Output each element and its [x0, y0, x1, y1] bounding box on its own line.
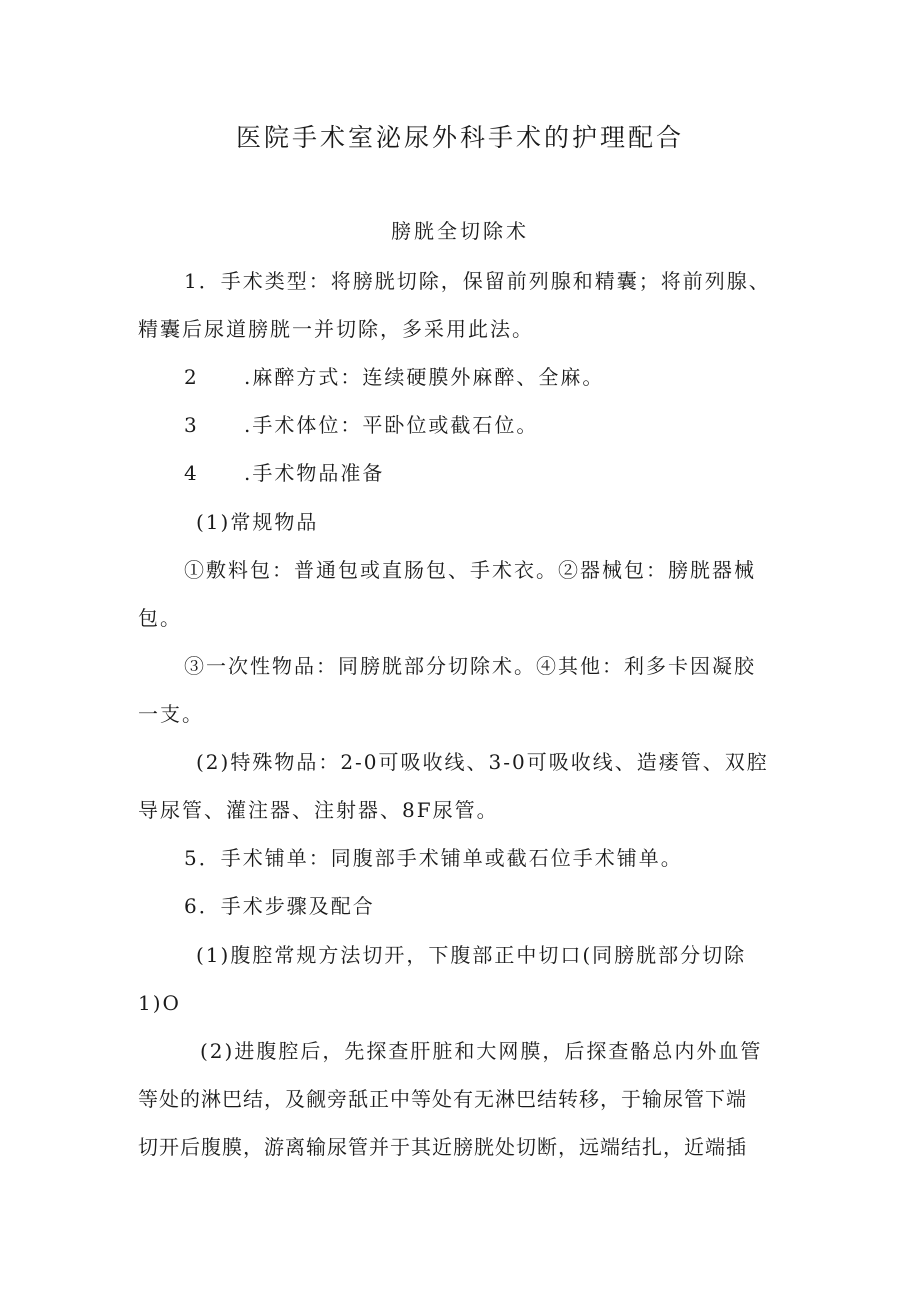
text-line: 包。 — [138, 606, 182, 630]
text-line: .手术体位：平卧位或截石位。 — [244, 413, 539, 437]
text-line: (1)常规物品 — [196, 510, 319, 534]
text-line: 精囊后尿道膀胱一并切除，多采用此法。 — [138, 317, 534, 341]
text-line: (1)腹腔常规方法切开，下腹部正中切口(同膀胱部分切除 — [196, 943, 747, 967]
document-title: 医院手术室泌尿外科手术的护理配合 — [235, 123, 684, 152]
list-number: 4 — [184, 461, 199, 485]
text-line: 1．手术类型：将膀胱切除，保留前列腺和精囊；将前列腺、 — [184, 269, 771, 293]
text-line: 等处的淋巴结，及觎旁舐正中等处有无淋巴结转移，于输尿管下端 — [138, 1087, 747, 1111]
text-line: 切开后腹膜，游离输尿管并于其近膀胱处切断，远端结扎，近端插 — [138, 1135, 747, 1159]
text-line: ③一次性物品：同膀胱部分切除术。④其他：利多卡因凝胶 — [184, 654, 756, 678]
text-line: 5．手术铺单：同腹部手术铺单或截石位手术铺单。 — [184, 846, 683, 870]
text-line: 导尿管、灌注器、注射器、8F尿管。 — [138, 798, 499, 822]
text-line: .麻醉方式：连续硬膜外麻醉、全麻。 — [244, 365, 605, 389]
list-number: 3 — [184, 413, 199, 437]
text-line: .手术物品准备 — [244, 461, 385, 485]
text-line: ①敷料包：普通包或直肠包、手术衣。②器械包：膀胱器械 — [184, 558, 756, 582]
text-line: 6．手术步骤及配合 — [184, 894, 375, 918]
text-line: (2)特殊物品：2-0可吸收线、3-0可吸收线、造瘘管、双腔 — [196, 750, 769, 774]
section-title: 膀胱全切除术 — [391, 219, 529, 243]
list-number: 2 — [184, 365, 199, 389]
text-line: 1)O — [138, 991, 181, 1015]
text-line: (2)进腹腔后，先探查肝脏和大网膜，后探查骼总内外血管 — [200, 1039, 763, 1063]
text-line: 一支。 — [138, 702, 204, 726]
